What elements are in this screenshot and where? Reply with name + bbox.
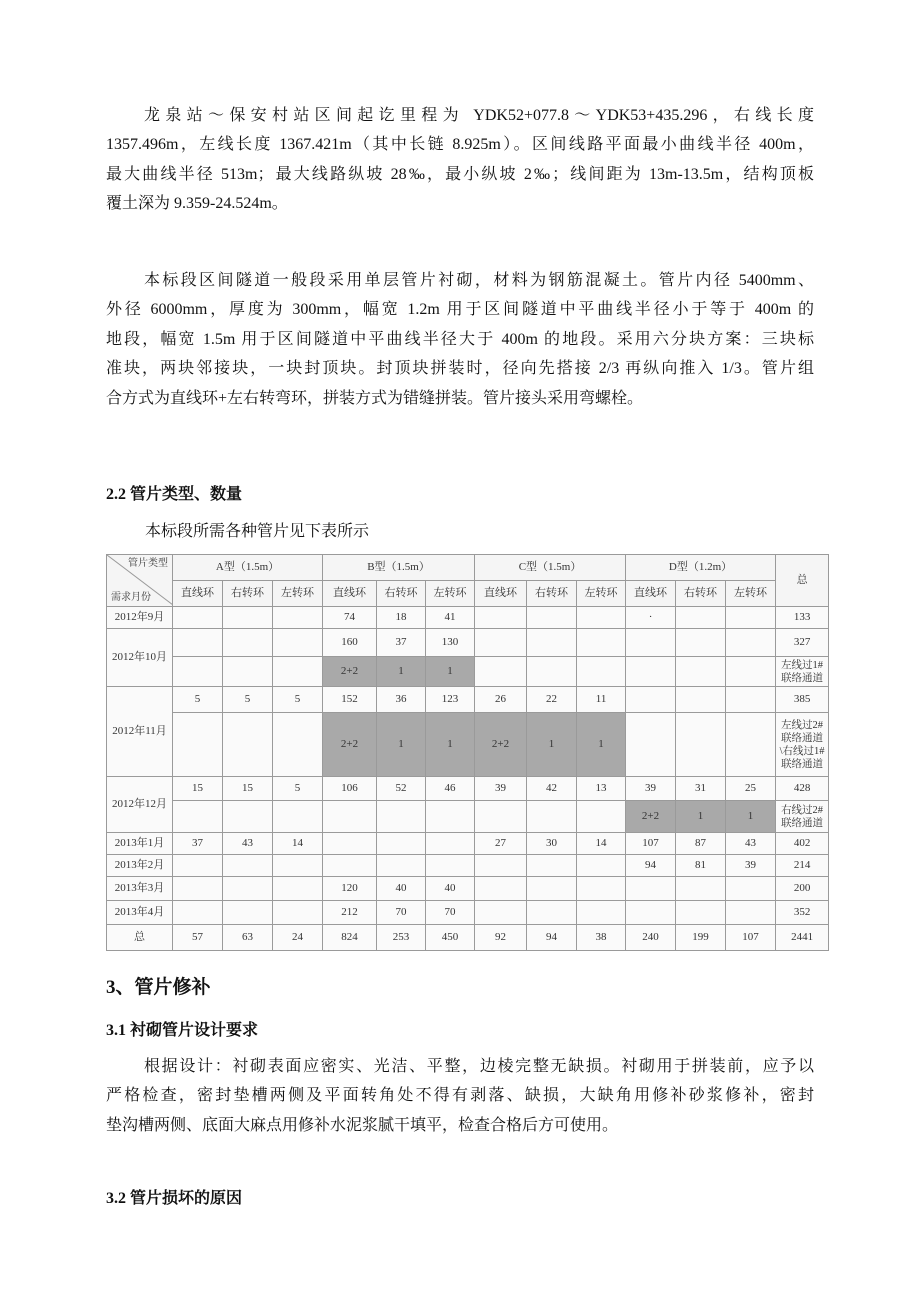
data-cell: 57 <box>173 925 223 951</box>
data-cell: 24 <box>273 925 323 951</box>
data-cell: 38 <box>577 925 626 951</box>
data-cell: 92 <box>475 925 527 951</box>
data-cell: 42 <box>527 777 577 801</box>
month-cell: 2012年9月 <box>107 607 173 629</box>
sub-header: 左转环 <box>426 581 475 607</box>
intro-paragraph <box>106 101 814 219</box>
table-row <box>107 607 829 629</box>
lining-paragraph <box>106 266 814 413</box>
total-cell: 133 <box>776 607 829 629</box>
data-cell: 14 <box>273 833 323 855</box>
data-cell: 43 <box>223 833 273 855</box>
data-cell: 37 <box>173 833 223 855</box>
data-cell: 27 <box>475 833 527 855</box>
design-paragraph <box>106 1052 814 1140</box>
data-cell: 40 <box>426 877 475 901</box>
data-cell: 39 <box>726 855 776 877</box>
sub-header: 直线环 <box>475 581 527 607</box>
data-cell: 212 <box>323 901 377 925</box>
group-header-a: A型（1.5m） <box>173 555 323 581</box>
table-row <box>107 687 829 713</box>
total-cell: 352 <box>776 901 829 925</box>
design-line: 垫沟槽两侧、底面大麻点用修补水泥浆腻干填平，检查合格后方可使用。 <box>106 1116 619 1134</box>
data-cell: 11 <box>577 687 626 713</box>
table-row <box>107 801 829 833</box>
data-cell: 15 <box>223 777 273 801</box>
data-cell: 160 <box>323 629 377 657</box>
month-cell: 2012年11月 <box>107 687 173 777</box>
section-heading-3: 3、管片修补 <box>106 977 211 998</box>
table-corner-cell <box>107 555 173 607</box>
data-cell: 5 <box>273 687 323 713</box>
sub-header: 右转环 <box>676 581 726 607</box>
data-cell: 1 <box>676 801 726 833</box>
sub-header: 左转环 <box>726 581 776 607</box>
total-header: 总 <box>776 555 829 607</box>
data-cell: 152 <box>323 687 377 713</box>
data-cell: 1 <box>527 713 577 777</box>
data-cell: 39 <box>475 777 527 801</box>
table-row <box>107 855 829 877</box>
data-cell: 36 <box>377 687 426 713</box>
data-cell: 253 <box>377 925 426 951</box>
data-cell: 107 <box>726 925 776 951</box>
sub-header: 直线环 <box>173 581 223 607</box>
section-heading-2-2: 2.2 管片类型、数量 <box>106 486 243 503</box>
month-cell: 2013年3月 <box>107 877 173 901</box>
intro-line: 覆土深为 9.359-24.524m。 <box>106 195 288 213</box>
group-header-d: D型（1.2m） <box>626 555 776 581</box>
group-header-b: B型（1.5m） <box>323 555 475 581</box>
table-row <box>107 713 829 777</box>
data-cell: 120 <box>323 877 377 901</box>
corner-label-month: 需求月份 <box>111 592 151 603</box>
data-cell: 5 <box>223 687 273 713</box>
data-cell: 2+2 <box>323 657 377 687</box>
data-cell: 2+2 <box>323 713 377 777</box>
data-cell: 94 <box>626 855 676 877</box>
table-row <box>107 629 829 657</box>
data-cell: 106 <box>323 777 377 801</box>
data-cell: 1 <box>426 657 475 687</box>
intro-line: 最大曲线半径 513m；最大线路纵坡 28‰，最小纵坡 2‰；线间距为 13m-13.5m，结构顶板 <box>106 165 814 183</box>
data-cell: 46 <box>426 777 475 801</box>
month-cell: 2013年4月 <box>107 901 173 925</box>
month-cell: 2013年2月 <box>107 855 173 877</box>
design-line: 根据设计：衬砌表面应密实、光洁、平整，边棱完整无缺损。衬砌用于拼装前，应予以 <box>144 1058 814 1075</box>
data-cell: 70 <box>426 901 475 925</box>
data-cell: 1 <box>377 657 426 687</box>
design-line: 严格检查，密封垫槽两侧及平面转角处不得有剥落、缺损，大缺角用修补砂浆修补，密封 <box>106 1087 814 1105</box>
month-cell: 总 <box>107 925 173 951</box>
lining-line: 合方式为直线环+左右转弯环，拼装方式为错缝拼装。管片接头采用弯螺栓。 <box>106 389 644 407</box>
note-cell: 左线过1#联络通道 <box>776 657 829 687</box>
data-cell: 199 <box>676 925 726 951</box>
data-cell: 1 <box>426 713 475 777</box>
intro-line: 龙泉站～保安村站区间起讫里程为 YDK52+077.8～YDK53+435.296，右线长度 <box>144 107 814 124</box>
total-cell: 2441 <box>776 925 829 951</box>
data-cell: 70 <box>377 901 426 925</box>
sub-header: 左转环 <box>577 581 626 607</box>
data-cell: 107 <box>626 833 676 855</box>
sub-header: 直线环 <box>323 581 377 607</box>
total-cell: 200 <box>776 877 829 901</box>
data-cell: 40 <box>377 877 426 901</box>
data-cell: 25 <box>726 777 776 801</box>
data-cell: 39 <box>626 777 676 801</box>
data-cell: 1 <box>377 713 426 777</box>
section-heading-3-2: 3.2 管片损坏的原因 <box>106 1190 243 1207</box>
sub-header: 右转环 <box>377 581 426 607</box>
lining-line: 外径 6000mm，厚度为 300mm，幅宽 1.2m 用于区间隧道中平曲线半径小于等于 400m 的 <box>106 301 814 319</box>
data-cell: 87 <box>676 833 726 855</box>
data-cell: 14 <box>577 833 626 855</box>
data-cell: 26 <box>475 687 527 713</box>
table-caption: 本标段所需各种管片见下表所示 <box>145 523 370 540</box>
data-cell: 74 <box>323 607 377 629</box>
month-cell: 2012年12月 <box>107 777 173 833</box>
data-cell: 5 <box>173 687 223 713</box>
lining-line: 地段，幅宽 1.5m 用于区间隧道中平曲线半径大于 400m 的地段。采用六分块方案：三块标 <box>106 330 814 348</box>
data-cell: 30 <box>527 833 577 855</box>
data-cell: 81 <box>676 855 726 877</box>
note-cell: 右线过2#联络通道 <box>776 801 829 833</box>
data-cell: 123 <box>426 687 475 713</box>
data-cell: 43 <box>726 833 776 855</box>
total-cell: 385 <box>776 687 829 713</box>
data-cell: 41 <box>426 607 475 629</box>
month-cell: 2013年1月 <box>107 833 173 855</box>
data-cell: 18 <box>377 607 426 629</box>
data-cell: 1 <box>577 713 626 777</box>
corner-label-type: 管片类型 <box>128 558 168 569</box>
data-cell: 15 <box>173 777 223 801</box>
total-cell: 327 <box>776 629 829 657</box>
lining-line: 本标段区间隧道一般段采用单层管片衬砌，材料为钢筋混凝土。管片内径 5400mm、 <box>144 272 814 289</box>
table-row <box>107 777 829 801</box>
data-cell: 63 <box>223 925 273 951</box>
section-heading-3-1: 3.1 衬砌管片设计要求 <box>106 1022 259 1039</box>
data-cell: 13 <box>577 777 626 801</box>
total-cell: 402 <box>776 833 829 855</box>
data-cell: 2+2 <box>475 713 527 777</box>
data-cell: 450 <box>426 925 475 951</box>
data-cell: 52 <box>377 777 426 801</box>
sub-header: 右转环 <box>527 581 577 607</box>
data-cell: 824 <box>323 925 377 951</box>
data-cell: 31 <box>676 777 726 801</box>
total-cell: 428 <box>776 777 829 801</box>
data-cell: 2+2 <box>626 801 676 833</box>
data-cell: 94 <box>527 925 577 951</box>
data-cell: 37 <box>377 629 426 657</box>
segment-quantity-table <box>106 554 828 946</box>
table-row <box>107 833 829 855</box>
lining-line: 准块，两块邻接块，一块封顶块。封顶块拼装时，径向先搭接 2/3 再纵向推入 1/3。管片组 <box>106 360 814 378</box>
table-row <box>107 901 829 925</box>
intro-line: 1357.496m，左线长度 1367.421m（其中长链 8.925m）。区间线路平面最小曲线半径 400m， <box>106 136 814 154</box>
table-row <box>107 657 829 687</box>
total-cell: 214 <box>776 855 829 877</box>
sub-header: 左转环 <box>273 581 323 607</box>
month-cell: 2012年10月 <box>107 629 173 687</box>
data-cell: 130 <box>426 629 475 657</box>
sub-header: 右转环 <box>223 581 273 607</box>
table-total-row <box>107 925 829 951</box>
data-cell: 240 <box>626 925 676 951</box>
table-row <box>107 877 829 901</box>
note-cell: 左线过2#联络通道\右线过1#联络通道 <box>776 713 829 777</box>
group-header-c: C型（1.5m） <box>475 555 626 581</box>
data-cell: 1 <box>726 801 776 833</box>
data-cell: 5 <box>273 777 323 801</box>
data-cell: 22 <box>527 687 577 713</box>
sub-header: 直线环 <box>626 581 676 607</box>
data-cell: · <box>626 607 676 629</box>
